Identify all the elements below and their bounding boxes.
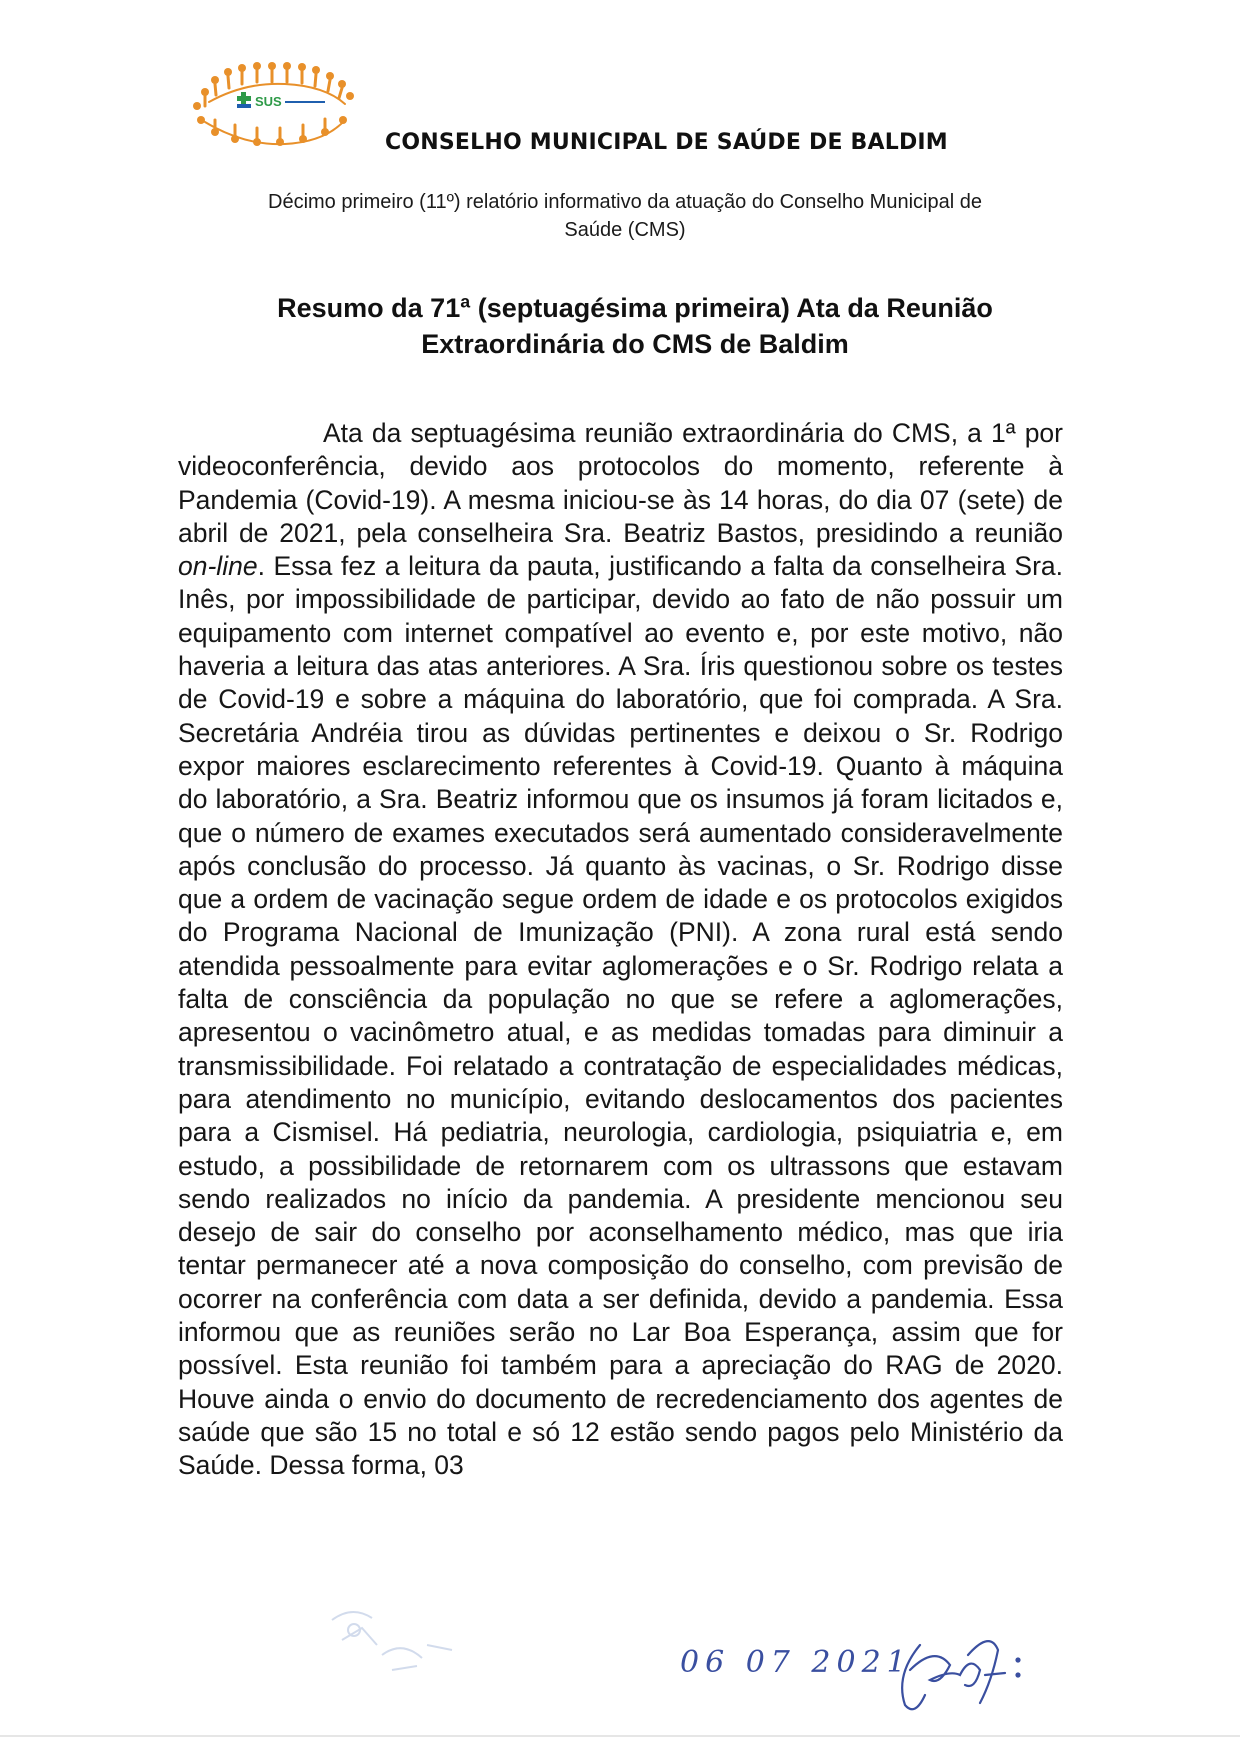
organization-name: CONSELHO MUNICIPAL DE SAÚDE DE BALDIM <box>385 130 948 155</box>
faded-stamp <box>322 1600 472 1680</box>
minutes-body-part1: Ata da septuagésima reunião extraordinária do CMS, a 1ª por videoconferência, devido aos protocolos do momento, referente à Pandemia (Covid-19). A mesma iniciou-se às 14 horas, do dia 07 (sete) de abril de 2021, pela conselheira Sra. Beatriz Bastos, presidindo a reunião <box>178 418 1063 548</box>
sus-council-logo <box>185 62 380 150</box>
minutes-body <box>178 417 1063 1483</box>
summary-title-line1: Resumo da 71ª (septuagésima primeira) Ata da Reunião <box>277 293 993 323</box>
handwritten-signature <box>880 1625 1040 1720</box>
logo-sus-text: SUS <box>255 94 282 109</box>
page-bottom-edge <box>0 1735 1240 1737</box>
report-subtitle <box>200 188 1050 244</box>
handwritten-date: 06 07 2021 <box>680 1645 912 1680</box>
summary-title <box>200 290 1070 362</box>
summary-title-line2: Extraordinária do CMS de Baldim <box>421 329 849 359</box>
minutes-body-online: on-line <box>178 551 258 582</box>
minutes-body-part2: . Essa fez a leitura da pauta, justificando a falta da conselheira Sra. Inês, por impossibilidade de participar, devido ao fato de não possuir um equipamento com internet compatível ao evento e, por este motivo, não haveria a leitura das atas anteriores. A Sra. Íris questionou sobre os testes de Covid-19 e sobre a máquina do laboratório, que foi comprada. A Sra. Secretária Andréia tirou as dúvidas pertinentes e deixou o Sr. Rodrigo expor maiores esclarecimento referentes à Covid-19. Quanto à máquina do laboratório, a Sra. Beatriz informou que os insumos já foram licitados e, que o número de exames executados será aumentado consideravelmente após conclusão do processo. Já quanto às vacinas, o Sr. Rodrigo disse que a ordem de vacinação segue ordem de idade e os protocolos exigidos do Programa Nacional de Imunização (PNI). A zona rural está sendo atendida pessoalmente para evitar aglomerações e o Sr. Rodrigo relata a falta de consciência da população no que se refere a aglomerações, apresentou o vacinômetro atual, e as medidas tomadas para diminuir a transmissibilidade. Foi relatado a contratação de especialidades médicas, para atendimento no município, evitando deslocamentos dos pacientes para a Cismisel. Há pediatria, neurologia, cardiologia, psiquiatria e, em estudo, a possibilidade de retornarem com os ultrassons que estavam sendo realizados no início da pandemia. A presidente mencionou seu desejo de sair do conselho por aconselhamento médico, mas que iria tentar permanecer até a nova composição do conselho, com previsão de ocorrer na conferência com data a ser definida, devido a pandemia. Essa informou que as reuniões serão no Lar Boa Esperança, assim que for possível. Esta reunião foi também para a apreciação do RAG de 2020. Houve ainda o envio do documento de recredenciamento dos agentes de saúde que são 15 no total e só 12 estão sendo pagos pelo Ministério da Saúde. Dessa forma, 03 <box>178 551 1063 1481</box>
report-subtitle-line2: Saúde (CMS) <box>564 219 686 241</box>
report-subtitle-line1: Décimo primeiro (11º) relatório informativo da atuação do Conselho Municipal de <box>268 191 982 213</box>
